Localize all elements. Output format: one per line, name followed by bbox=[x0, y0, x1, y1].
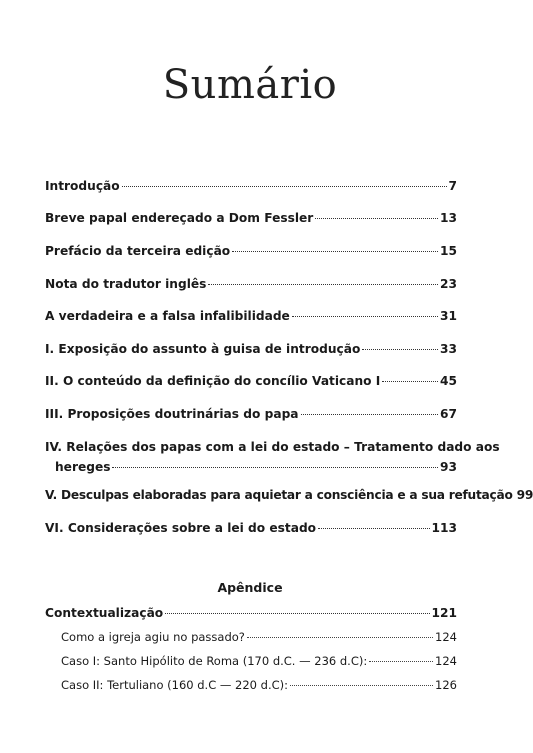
appendix-main-entry bbox=[45, 603, 457, 623]
toc-entry bbox=[45, 518, 457, 538]
toc-entry-page: 45 bbox=[440, 374, 457, 388]
toc-entry-title: I. Exposição do assunto à guisa de introdução bbox=[45, 342, 361, 356]
toc-entry-title: Prefácio da terceira edição bbox=[45, 244, 231, 258]
appendix-subentry bbox=[61, 675, 457, 695]
leader-dots bbox=[290, 684, 433, 686]
leader-dots bbox=[318, 527, 429, 529]
toc-entry bbox=[45, 437, 500, 477]
toc-entry-title: Introdução bbox=[45, 179, 120, 193]
leader-dots bbox=[232, 250, 438, 252]
toc-entry-title: VI. Considerações sobre a lei do estado bbox=[45, 521, 317, 535]
page-title: Sumário bbox=[162, 62, 338, 108]
toc-entry-title-continued: hereges bbox=[55, 460, 111, 474]
toc-entry-title: Breve papal endereçado a Dom Fessler bbox=[45, 211, 314, 225]
leader-dots bbox=[382, 380, 438, 382]
leader-dots bbox=[247, 636, 433, 638]
leader-dots bbox=[315, 217, 438, 219]
toc-entry bbox=[45, 485, 533, 505]
appendix-heading: Apêndice bbox=[217, 580, 283, 595]
appendix-subentry bbox=[61, 627, 457, 647]
toc-entry-page: 121 bbox=[431, 606, 457, 620]
leader-dots bbox=[362, 348, 438, 350]
toc-entry bbox=[45, 274, 457, 294]
toc-entry-page: 67 bbox=[440, 407, 457, 421]
toc-entry-page: 113 bbox=[431, 521, 457, 535]
leader-dots bbox=[122, 185, 447, 187]
toc-entry-title: III. Proposições doutrinárias do papa bbox=[45, 407, 299, 421]
toc-entry bbox=[45, 306, 457, 326]
leader-dots bbox=[301, 413, 439, 415]
toc-subentry-title: Como a igreja agiu no passado? bbox=[61, 630, 245, 644]
toc-entry-page: 23 bbox=[440, 277, 457, 291]
toc-entry-title: A verdadeira e a falsa infalibilidade bbox=[45, 309, 290, 323]
leader-dots bbox=[292, 315, 438, 317]
toc-entry-page: 33 bbox=[440, 342, 457, 356]
toc-entry-title: Contextualização bbox=[45, 606, 164, 620]
leader-dots bbox=[369, 660, 433, 662]
toc-subentry-page: 126 bbox=[435, 678, 457, 692]
toc-entry-title: V. Desculpas elaboradas para aquietar a consciência e a sua refutação bbox=[45, 488, 513, 502]
toc-entry-title: II. O conteúdo da definição do concílio Vaticano I bbox=[45, 374, 381, 388]
leader-dots bbox=[165, 612, 429, 614]
toc-subentry-title: Caso I: Santo Hipólito de Roma (170 d.C. — 236 d.C): bbox=[61, 654, 368, 668]
toc-entry-page: 99 bbox=[516, 488, 533, 502]
toc-entry bbox=[45, 371, 457, 391]
appendix-subentry bbox=[61, 651, 457, 671]
toc-entry-title: Nota do tradutor inglês bbox=[45, 277, 207, 291]
leader-dots bbox=[208, 283, 438, 285]
toc-entry bbox=[45, 208, 457, 228]
toc-subentry-title: Caso II: Tertuliano (160 d.C — 220 d.C): bbox=[61, 678, 289, 692]
toc-entry bbox=[45, 241, 457, 261]
toc-entry-page: 15 bbox=[440, 244, 457, 258]
toc-entry bbox=[45, 404, 457, 424]
toc-subentry-page: 124 bbox=[435, 630, 457, 644]
toc-entry-title: IV. Relações dos papas com a lei do estado – Tratamento dado aos bbox=[45, 440, 500, 454]
toc-entry-page: 31 bbox=[440, 309, 457, 323]
toc-entry-page: 93 bbox=[440, 460, 457, 474]
toc-subentry-page: 124 bbox=[435, 654, 457, 668]
toc-entry-page: 7 bbox=[448, 179, 457, 193]
toc-entry bbox=[45, 176, 457, 196]
leader-dots bbox=[112, 466, 438, 468]
toc-entry-page: 13 bbox=[440, 211, 457, 225]
toc-entry bbox=[45, 339, 457, 359]
